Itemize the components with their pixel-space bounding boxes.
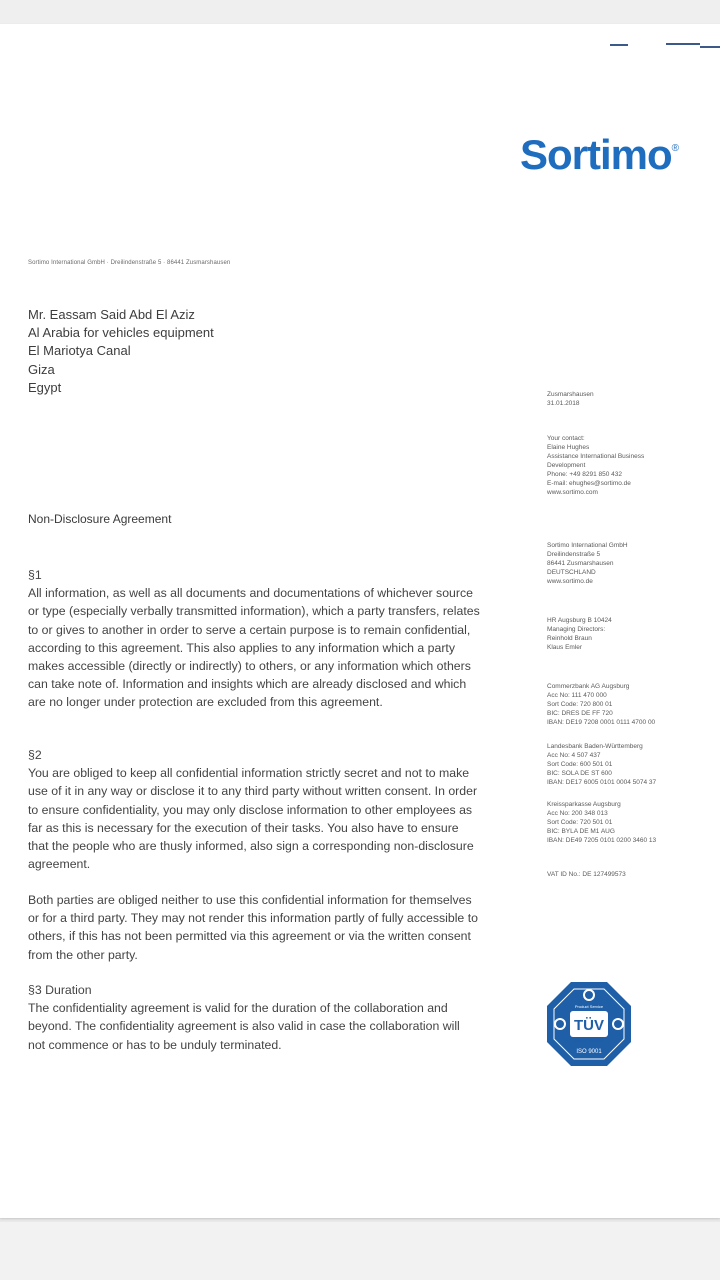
seal-ring-text: Product Service: [574, 1004, 604, 1009]
sortimo-logo: Sortimo®: [520, 131, 679, 178]
bank-block-lbbw: Landesbank Baden-Württemberg Acc No: 4 507 437 Sort Code: 600 501 01 BIC: SOLA DE ST 600 IBAN: DE17 6005 0101 0004 5074 37: [547, 743, 657, 786]
recipient-address: [28, 306, 214, 397]
tuv-seal-icon: [545, 980, 633, 1068]
tuv-certification-seal: [545, 980, 633, 1068]
section-1: [28, 566, 480, 712]
bank-block-commerzbank: Commerzbank AG Augsburg Acc No: 111 470 000 Sort Code: 720 800 01 BIC: DRES DE FF 720 IBAN: DE19 7208 0001 0111 4700 00: [547, 683, 656, 726]
recipient-line: Mr. Eassam Said Abd El Aziz: [28, 307, 195, 322]
vat-id: VAT ID No.: DE 127499573: [547, 871, 626, 878]
section-text: Both parties are obliged neither to use this confidential information for themselves or for a third party. They may not render this information partly of fully accessible to others, if this has not been permitted via this agreement or via the written consent from the other party.: [28, 893, 478, 962]
sender-address-line: Sortimo International GmbH · Dreilindenstraße 5 · 86441 Zusmarshausen: [28, 260, 231, 266]
bottom-strip: [0, 1222, 720, 1280]
section-3: [28, 981, 480, 1054]
recipient-line: Al Arabia for vehicles equipment: [28, 325, 214, 341]
seal-ring-text: ISO 9001: [576, 1049, 602, 1055]
place-date: Zusmarshausen 31.01.2018: [547, 391, 594, 407]
document-title: Non-Disclosure Agreement: [28, 512, 172, 526]
section-text: The confidentiality agreement is valid for the duration of the collaboration and beyond. The confidentiality agreement is also valid in case the collaboration will not commence or has to be unduly terminated.: [28, 1001, 460, 1052]
registry-block: HR Augsburg B 10424 Managing Directors: Reinhold Braun Klaus Emler: [547, 617, 612, 651]
seal-ring-text: Geprüfte Sicherheit: [573, 1039, 605, 1043]
section-text: You are obliged to keep all confidential information strictly secret and not to make use of it in any way or disclose it to any third party without written consent. In order to ensure confidentiality, you may only disclose information to other employees as far as this is necessary for the execution of their tasks. You also have to ensure that the people who are thusly informed, also sign a corresponding non-disclosure agreement.: [28, 766, 478, 872]
recipient-line: El Mariotya Canal: [28, 343, 131, 359]
top-strip: [0, 0, 720, 24]
company-block: Sortimo International GmbH Dreilindenstraße 5 86441 Zusmarshausen DEUTSCHLAND www.sortimo.de: [547, 542, 628, 585]
section-heading: §3 Duration: [28, 983, 92, 997]
recipient-line: Giza: [28, 361, 55, 377]
recipient-line: Egypt: [28, 379, 62, 395]
section-2-paragraph-2: [28, 891, 480, 964]
bank-block-kreissparkasse: Kreissparkasse Augsburg Acc No: 200 348 013 Sort Code: 720 501 01 BIC: BYLA DE M1 AUG IBAN: DE49 7205 0101 0200 3460 13: [547, 801, 657, 844]
section-heading: §2: [28, 748, 42, 762]
section-text: All information, as well as all documents and documentations of whichever source or type (especially verbally transmitted information), which a party transfers, relates to or gives to another in order to serve a certain purpose is to remain confidential, according to this agreement. This also applies to any information which a party makes accessible (directly or indirectly) to others, or any information which others can take note of. Information and insights which are already disclosed and which are no longer under protection are excluded from this agreement.: [28, 586, 480, 710]
section-2: [28, 746, 480, 873]
scan-edge-marks: [600, 44, 720, 54]
seal-center-text: TÜV: [574, 1017, 604, 1034]
contact-block: Your contact: Elaine Hughes Assistance International Business Development Phone: +49 8291 850 432 E-mail: ehughes@sortimo.de www.sortimo.com: [547, 435, 645, 496]
section-heading: §1: [28, 568, 42, 582]
